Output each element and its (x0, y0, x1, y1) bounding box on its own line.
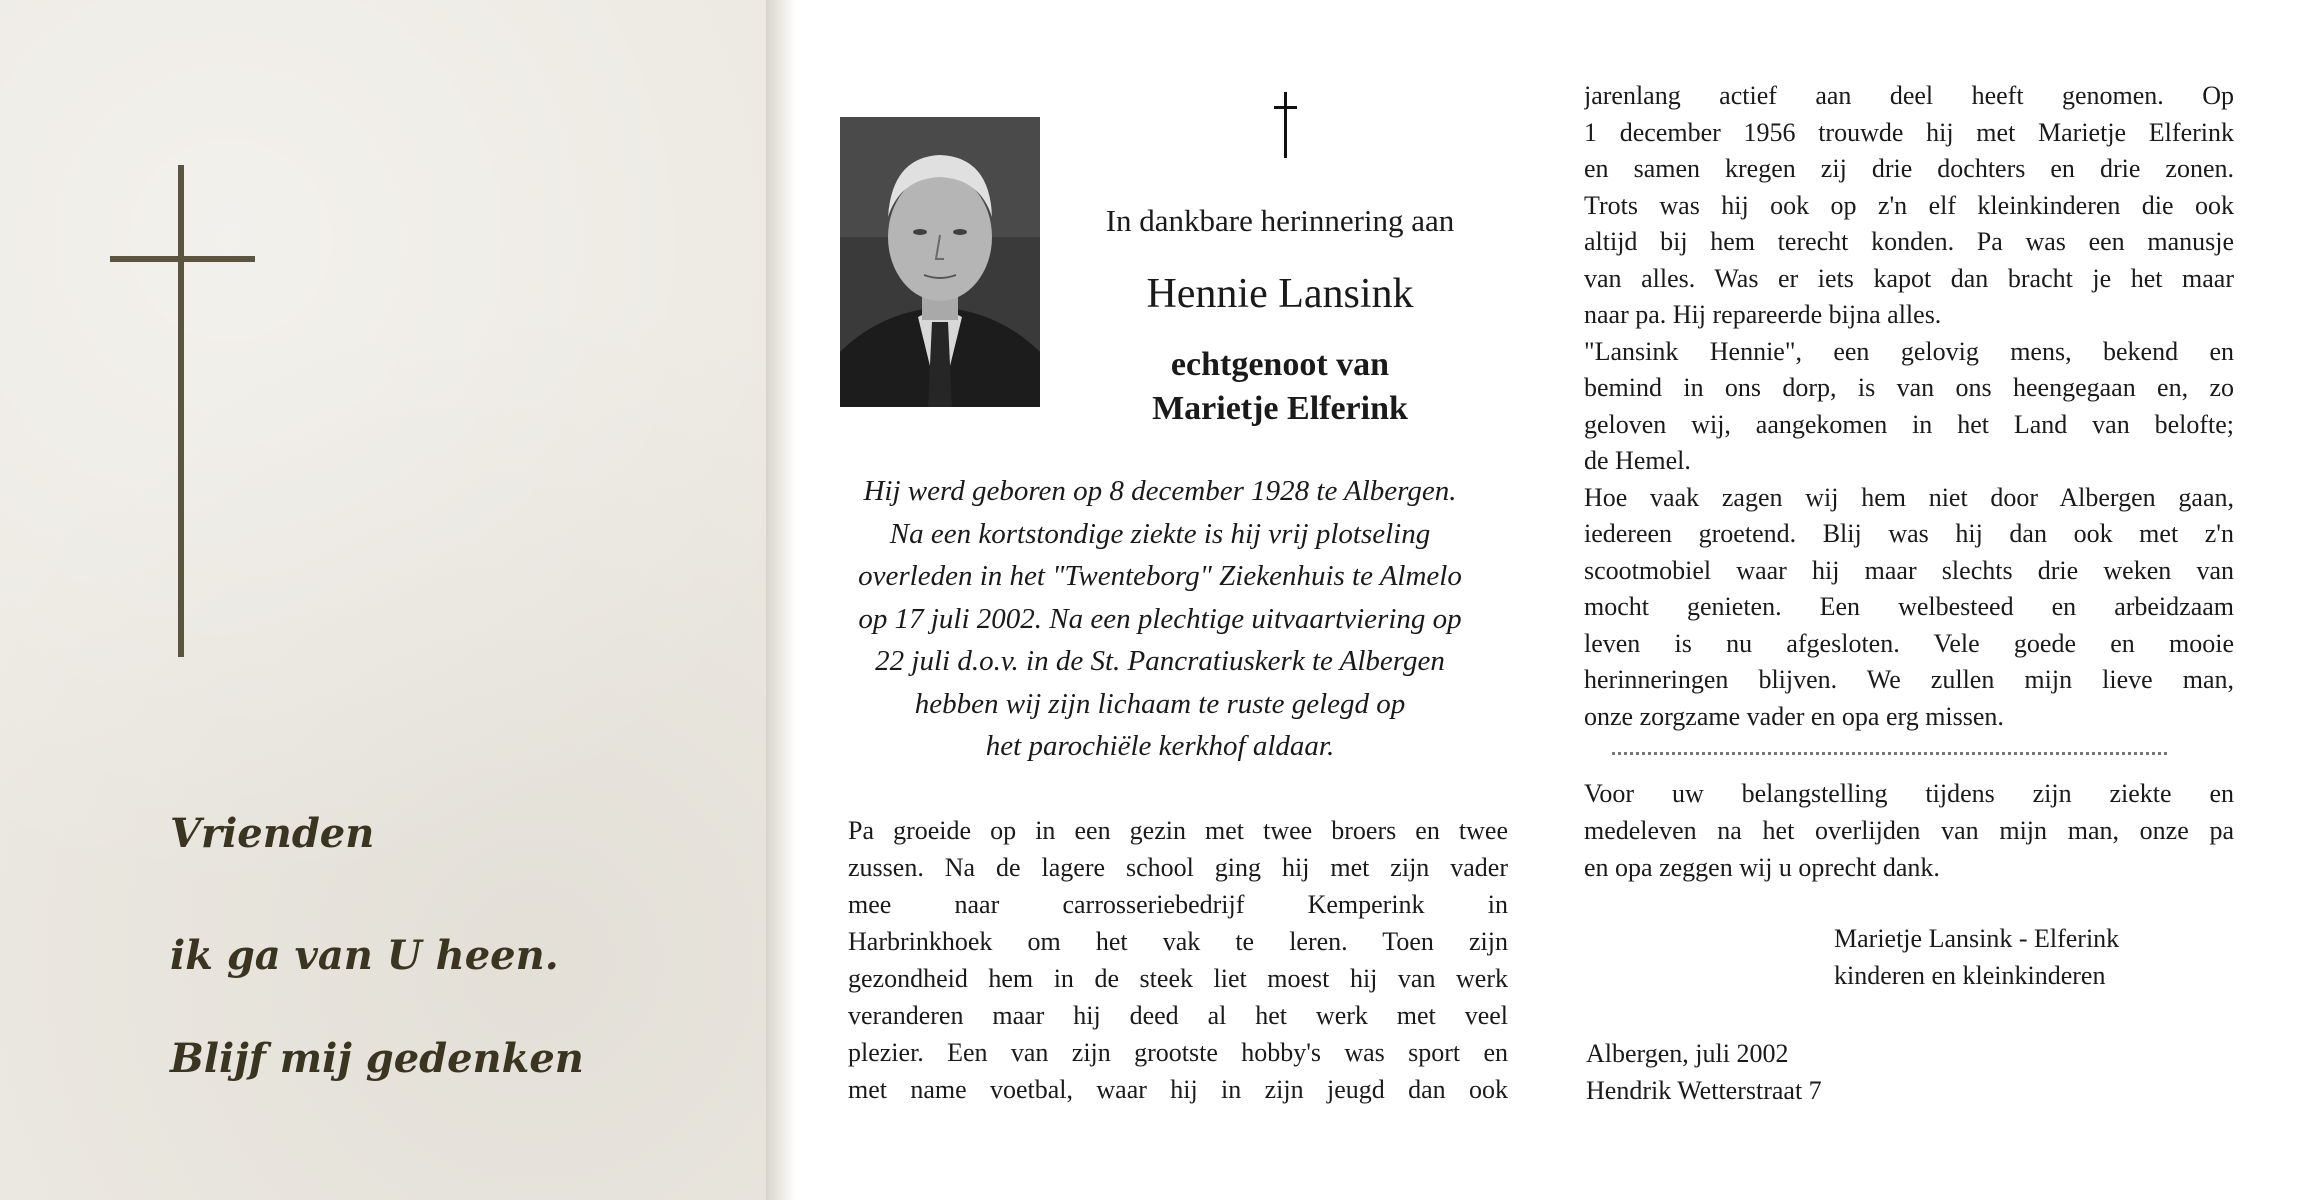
dotted-divider (1612, 752, 2167, 755)
address: Hendrik Wetterstraat 7 (1586, 1076, 1822, 1105)
biography-line: de Hemel. (1584, 446, 1691, 475)
biography-line: jarenlang actief aan deel heeft genomen. Op (1584, 81, 2234, 110)
biography-line: veranderen maar hij deed al het werk met veel (848, 1001, 1508, 1030)
biography-line: naar pa. Hij repareerde bijna alles. (1584, 300, 1942, 329)
cover-panel (0, 0, 766, 1200)
biography-line: zussen. Na de lagere school ging hij met zijn vader (848, 853, 1508, 882)
card-fold (766, 0, 796, 1200)
life-summary-line: Na een kortstondige ziekte is hij vrij plotseling (889, 517, 1431, 550)
place-and-address (1586, 1035, 2086, 1109)
biography-part-2 (1584, 78, 2234, 735)
biography-line: herinneringen blijven. We zullen mijn lieve man, (1584, 665, 2234, 694)
biography-line: iedereen groetend. Blij was hij dan ook met z'n (1584, 519, 2234, 548)
life-summary (840, 470, 1480, 768)
life-summary-line: op 17 juli 2002. Na een plechtige uitvaartviering op (858, 602, 1462, 635)
biography-line: plezier. Een van zijn grootste hobby's was sport en (848, 1038, 1508, 1067)
deceased-name: Hennie Lansink (1146, 271, 1414, 317)
cover-text-line-2: ik ga van U heen. (170, 932, 559, 979)
biography-line: mocht genieten. Een welbesteed en arbeidzaam (1584, 592, 2234, 621)
signature-line-1: Marietje Lansink - Elferink (1834, 924, 2120, 953)
biography-line: onze zorgzame vader en opa erg missen. (1584, 701, 2004, 731)
life-summary-line: overleden in het "Twenteborg" Ziekenhuis te Almelo (858, 560, 1462, 592)
cover-cross-icon (110, 165, 255, 657)
memorial-intro: In dankbare herinnering aan (1105, 203, 1455, 238)
spouse-line-1: echtgenoot van (1170, 346, 1390, 383)
cover-text-line-1: Vrienden (170, 810, 375, 857)
biography-line: Harbrinkhoek om het vak te leren. Toen zijn (848, 927, 1508, 956)
signature-block (1834, 920, 2234, 994)
thanks-line: medeleven na het overlijden van mijn man, onze pa (1584, 816, 2234, 845)
biography-line: van alles. Was er iets kapot dan bracht je het maar (1584, 263, 2234, 293)
thanks-line: en opa zeggen wij u oprecht dank. (1584, 853, 1940, 882)
biography-line: en samen kregen zij drie dochters en drie zonen. (1584, 154, 2234, 183)
biography-line: 1 december 1956 trouwde hij met Marietje Elferink (1584, 117, 2234, 147)
life-summary-line: 22 juli d.o.v. in de St. Pancratiuskerk te Albergen (875, 645, 1445, 677)
biography-line: Hoe vaak zagen wij hem niet door Albergen gaan, (1584, 482, 2234, 512)
spouse-line-2: Marietje Elferink (1152, 390, 1408, 427)
thanks-line: Voor uw belangstelling tijdens zijn ziekte en (1584, 779, 2234, 808)
place-date: Albergen, juli 2002 (1586, 1039, 1789, 1068)
biography-line: Trots was hij ook op z'n elf kleinkinderen die ook (1584, 190, 2234, 220)
thanks-message (1584, 775, 2234, 886)
biography-line: met name voetbal, waar hij in zijn jeugd dan ook (848, 1075, 1508, 1104)
biography-line: "Lansink Hennie", een gelovig mens, bekend en (1584, 336, 2234, 366)
spouse-heading (1080, 343, 1480, 431)
signature-line-2: kinderen en kleinkinderen (1834, 961, 2106, 990)
portrait-photo (840, 117, 1040, 407)
small-cross-icon (1266, 92, 1306, 158)
biography-line: mee naar carrosseriebedrijf Kemperink in (848, 890, 1508, 919)
life-summary-line: Hij werd geboren op 8 december 1928 te Albergen. (863, 475, 1457, 507)
life-summary-line: hebben wij zijn lichaam te ruste gelegd op (914, 687, 1406, 720)
portrait-image (840, 117, 1040, 407)
life-summary-line: het parochiële kerkhof aldaar. (985, 730, 1335, 762)
biography-line: bemind in ons dorp, is van ons heengegaan en, zo (1584, 373, 2234, 402)
biography-line: Pa groeide op in een gezin met twee broers en twee (848, 816, 1508, 845)
biography-line: leven is nu afgesloten. Vele goede en mooie (1584, 628, 2234, 658)
cover-text-line-3: Blijf mij gedenken (170, 1035, 584, 1082)
biography-part-1 (848, 812, 1508, 1108)
biography-line: scootmobiel waar hij maar slechts drie weken van (1584, 555, 2234, 585)
biography-line: altijd bij hem terecht konden. Pa was een manusje (1584, 227, 2234, 256)
biography-line: geloven wij, aangekomen in het Land van belofte; (1584, 409, 2234, 439)
biography-line: gezondheid hem in de steek liet moest hij van werk (848, 964, 1508, 993)
